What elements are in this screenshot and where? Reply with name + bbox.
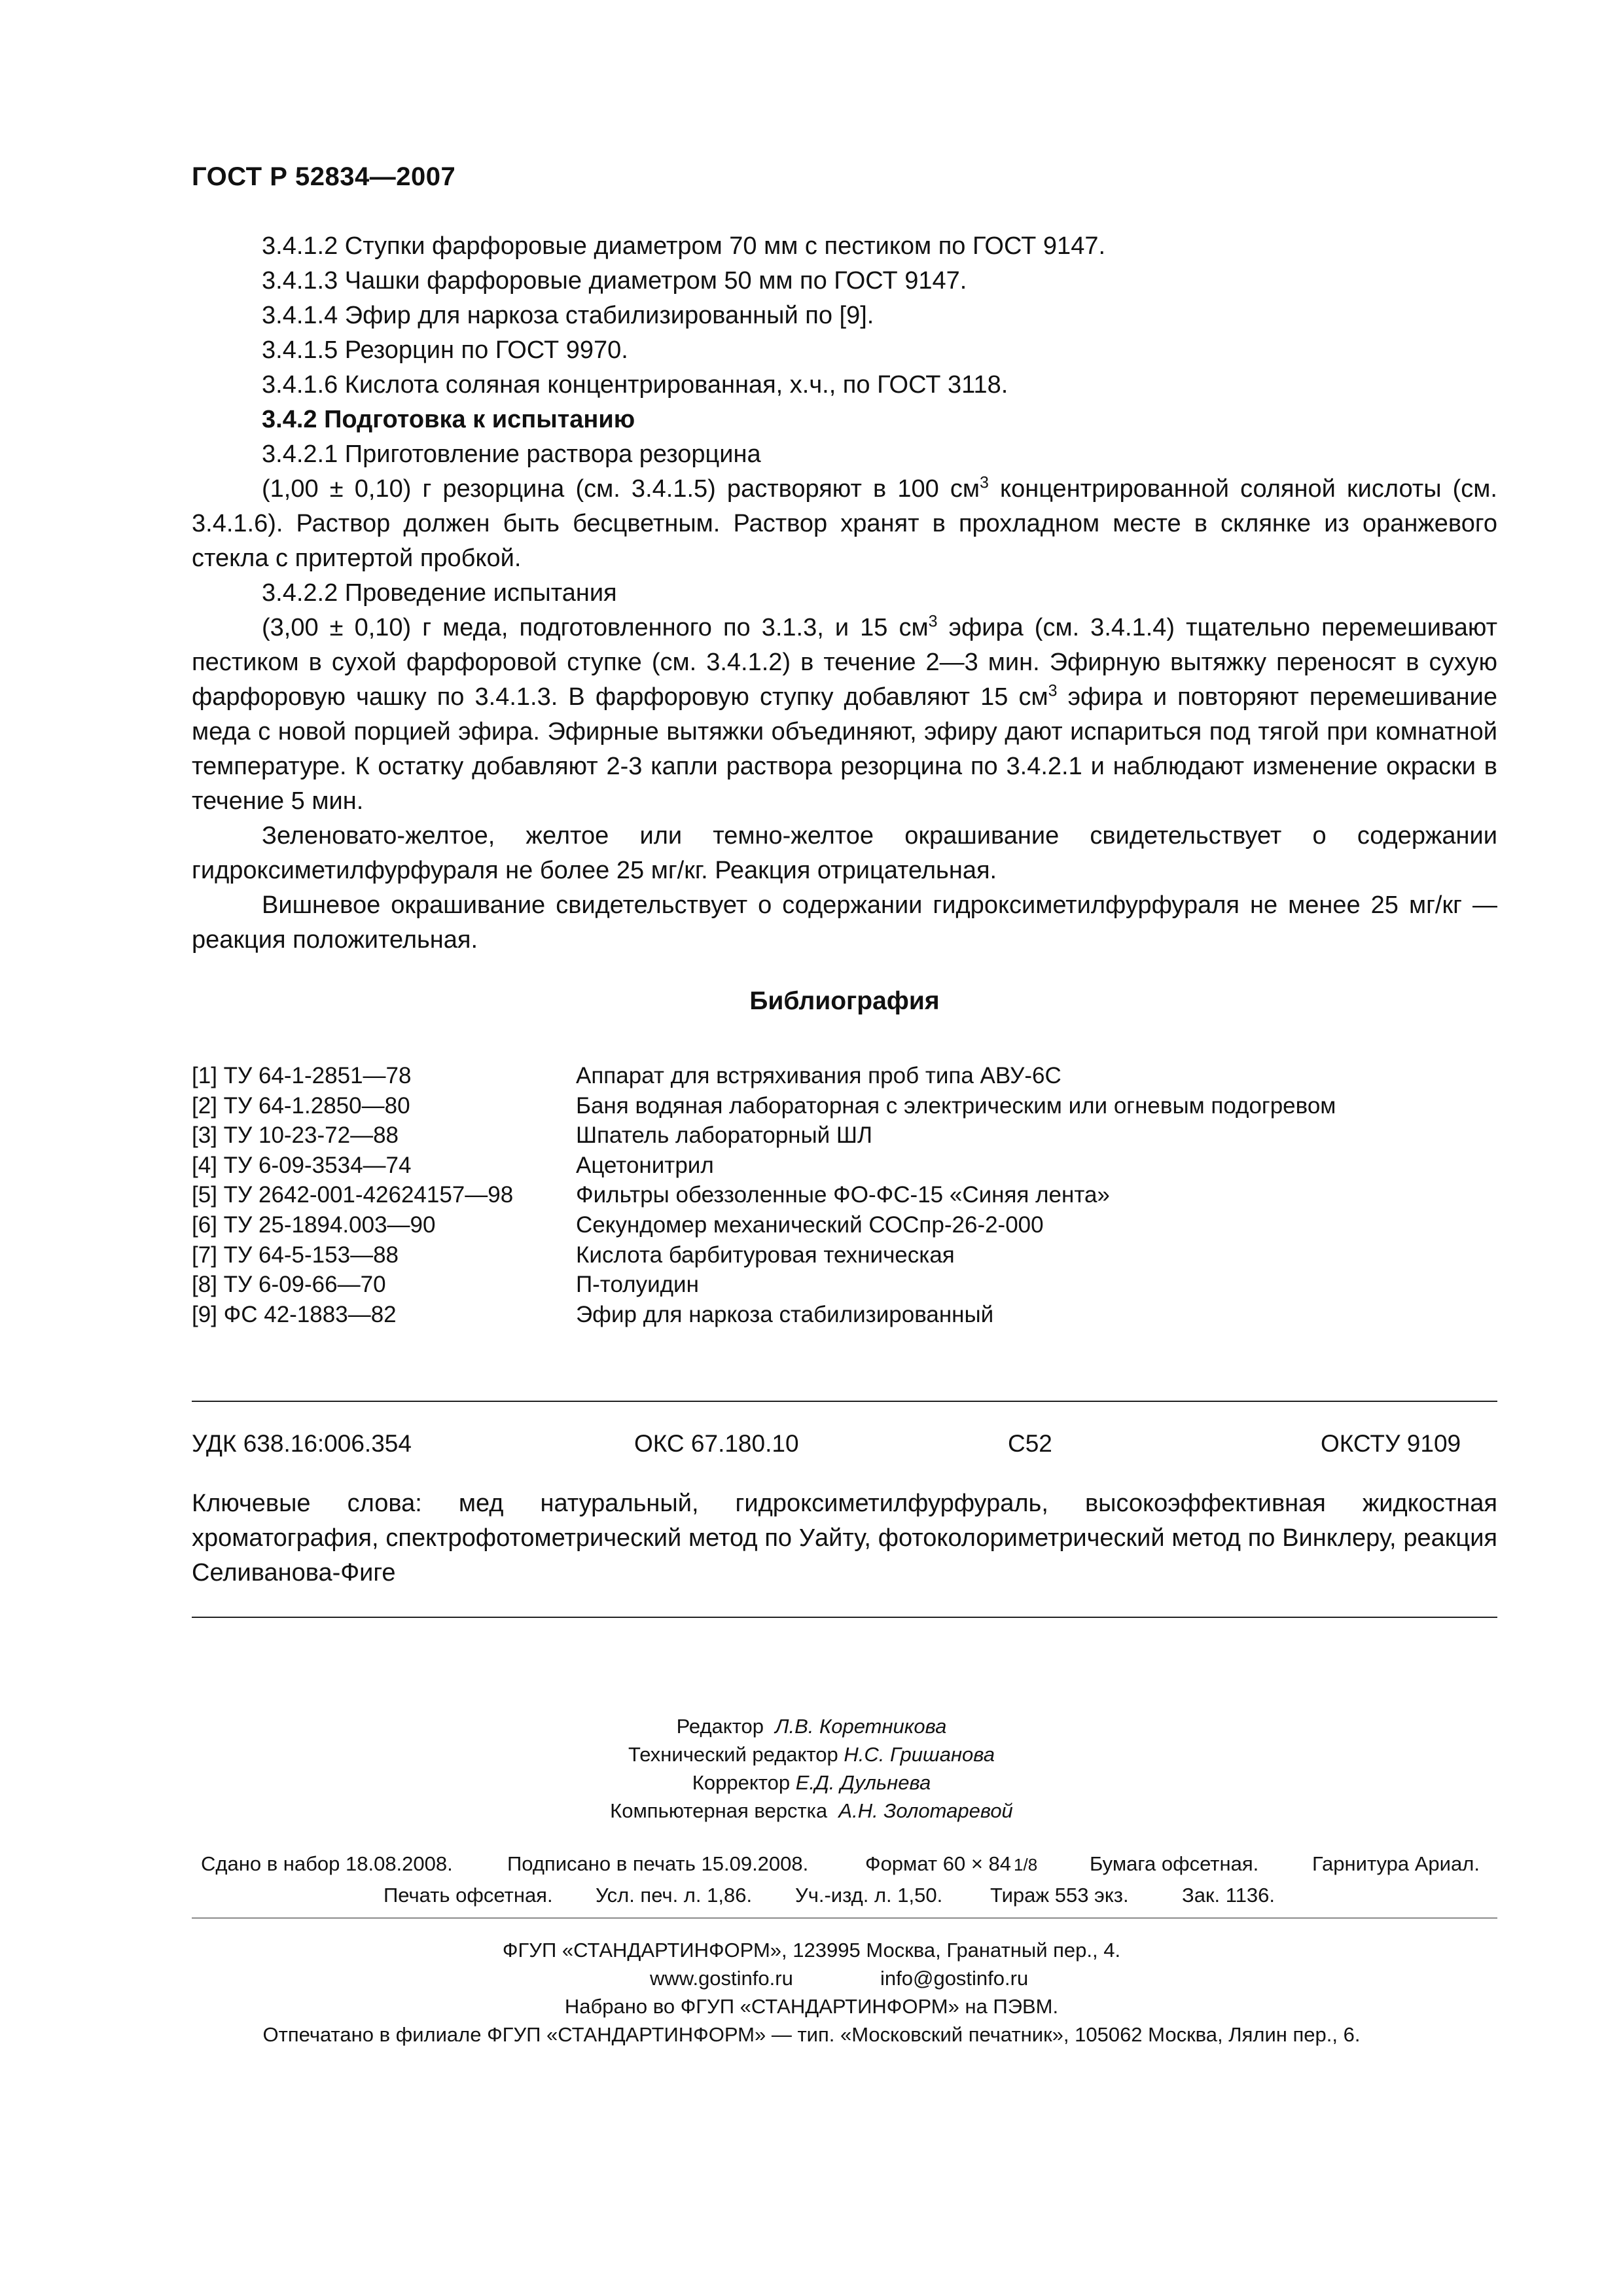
section-heading-3-4-2: 3.4.2 Подготовка к испытанию <box>262 406 635 433</box>
paragraph-test-procedure <box>192 611 1497 819</box>
standard-header: ГОСТ Р 52834—2007 <box>192 162 456 191</box>
bibliography-ref: [3] ТУ 10-23-72—88 <box>192 1122 399 1149</box>
imprint-format <box>865 1852 1037 1876</box>
credit-name: А.Н. Золотаревой <box>838 1799 1013 1822</box>
divider-top <box>192 1401 1497 1402</box>
superscript: 3 <box>928 612 938 631</box>
bibliography-entry <box>192 1300 1501 1330</box>
publisher-typeset: Набрано во ФГУП «СТАНДАРТИНФОРМ» на ПЭВМ. <box>564 1995 1059 2018</box>
imprint-submitted: Сдано в набор 18.08.2008. <box>201 1852 453 1875</box>
superscript: 3 <box>1048 681 1058 700</box>
publisher-email: info@gostinfo.ru <box>880 1967 1029 1990</box>
bibliography-entry <box>192 1240 1501 1270</box>
bibliography-entry <box>192 1210 1501 1240</box>
publisher-printed: Отпечатано в филиале ФГУП «СТАНДАРТИНФОРМ» — тип. «Московский печатник», 105062 Москва, Лялин пер., 6. <box>262 2023 1361 2046</box>
item-3-4-1-6: 3.4.1.6 Кислота соляная концентрированная, х.ч., по ГОСТ 3118. <box>262 371 1008 399</box>
bibliography-ref: [1] ТУ 64-1-2851—78 <box>192 1063 412 1088</box>
item-3-4-1-2: 3.4.1.2 Ступки фарфоровые диаметром 70 мм с пестиком по ГОСТ 9147. <box>262 232 1106 260</box>
imprint-print: Печать офсетная. <box>383 1884 553 1907</box>
credit-editor <box>0 1715 1623 1738</box>
superscript: 3 <box>980 473 989 492</box>
text-run: эфира (см. 3.4.1.4) тщательно перемешивают пестиком в сухой фарфоровой ступке (см. 3.4.1.2) в течение 2—3 мин. Эфирную вытяжку переносят в сухую фарфоровую чашку по 3.4.1.3. В фарфоровую ступку добавляют 15 см <box>192 614 1497 711</box>
bibliography-ref: [5] ТУ 2642-001-42624157—98 <box>192 1182 514 1208</box>
bibliography-desc: Ацетонитрил <box>576 1152 714 1178</box>
text-run: концентрированной соляной кислоты (см. 3.4.1.6). Раствор должен быть бесцветным. Раствор хранят в прохладном месте в склянке из оранжевого стекла с притертой пробкой. <box>192 475 1497 572</box>
credit-label: Компьютерная верстка <box>610 1799 828 1822</box>
bibliography-desc: Кислота барбитуровая техническая <box>576 1242 955 1268</box>
group-code: С52 <box>1008 1430 1052 1457</box>
credit-label: Корректор <box>692 1771 791 1794</box>
credit-label: Редактор <box>676 1715 764 1738</box>
bibliography-entry <box>192 1121 1501 1151</box>
publisher-website: www.gostinfo.ru <box>650 1967 793 1990</box>
credit-name: Н.С. Гришанова <box>844 1743 995 1766</box>
bibliography-ref: [4] ТУ 6-09-3534—74 <box>192 1152 412 1178</box>
imprint-order: Зак. 1136. <box>1182 1884 1275 1907</box>
paragraph-positive-reaction: Вишневое окрашивание свидетельствует о содержании гидроксиметилфурфураля не менее 25 мг/кг — реакция положительная. <box>192 891 1497 954</box>
bibliography-desc: Аппарат для встряхивания проб типа АВУ-6С <box>576 1063 1061 1088</box>
keywords: Ключевые слова: мед натуральный, гидроксиметилфурфураль, высокоэффективная жидкостная хроматография, спектрофотометрический метод по Уайту, фотоколориметрический метод по Винклеру, реакция Селиванова-Фиге <box>192 1490 1497 1587</box>
okstu-code: ОКСТУ 9109 <box>1321 1430 1461 1457</box>
credit-name: Е.Д. Дульнева <box>795 1771 931 1794</box>
publisher-address: ФГУП «СТАНДАРТИНФОРМ», 123995 Москва, Гранатный пер., 4. <box>502 1939 1121 1962</box>
bibliography-desc: Шпатель лабораторный ШЛ <box>576 1122 872 1149</box>
bibliography-entry <box>192 1270 1501 1300</box>
text-run: (1,00 ± 0,10) г резорцина (см. 3.4.1.5) растворяют в 100 см <box>262 475 980 503</box>
bibliography-ref: [6] ТУ 25-1894.003—90 <box>192 1211 436 1238</box>
bibliography-title: Библиография <box>749 987 940 1015</box>
format-label: Формат 60 × 84 <box>865 1852 1012 1875</box>
bibliography-desc: Фильтры обеззоленные ФО-ФС-15 «Синяя лента» <box>576 1182 1110 1208</box>
imprint-run: Тираж 553 экз. <box>990 1884 1129 1907</box>
text-run: эфира и повторяют перемешивание меда с новой порцией эфира. Эфирные вытяжки объединяют, эфиру дают испариться под тягой при комнатной температуре. К остатку добавляют 2-3 капли раствора резорцина по 3.4.2.1 и наблюдают изменение окраски в течение 5 мин. <box>192 683 1498 815</box>
item-3-4-1-4: 3.4.1.4 Эфир для наркоза стабилизированный по [9]. <box>262 302 874 329</box>
paragraph-negative-reaction: Зеленовато-желтое, желтое или темно-желтое окрашивание свидетельствует о содержании гидроксиметилфурфураля не более 25 мг/кг. Реакция отрицательная. <box>192 822 1497 884</box>
bibliography-entry <box>192 1151 1501 1181</box>
bibliography-entry <box>192 1061 1501 1091</box>
subsection-title-3-4-2-2: 3.4.2.2 Проведение испытания <box>262 579 617 607</box>
bibliography-desc: П-толуидин <box>576 1272 699 1298</box>
text-run: (3,00 ± 0,10) г меда, подготовленного по 3.1.3, и 15 см <box>262 614 929 641</box>
udk-code: УДК 638.16:006.354 <box>192 1430 412 1457</box>
bibliography-desc: Секундомер механический СОСпр-26-2-000 <box>576 1211 1044 1238</box>
body-text <box>192 229 1497 958</box>
paragraph-resorcinol-solution <box>192 472 1497 576</box>
imprint-typeface: Гарнитура Ариал. <box>1312 1852 1480 1875</box>
bibliography-desc: Баня водяная лабораторная с электрическим или огневым подогревом <box>576 1092 1336 1119</box>
item-3-4-1-3: 3.4.1.3 Чашки фарфоровые диаметром 50 мм по ГОСТ 9147. <box>262 267 967 295</box>
subsection-title-3-4-2-1: 3.4.2.1 Приготовление раствора резорцина <box>262 440 761 468</box>
bibliography-ref: [7] ТУ 64-5-153—88 <box>192 1242 399 1268</box>
bibliography-ref: [8] ТУ 6-09-66—70 <box>192 1272 386 1298</box>
item-3-4-1-5: 3.4.1.5 Резорцин по ГОСТ 9970. <box>262 336 628 364</box>
credit-layout <box>0 1799 1623 1823</box>
credit-tech-editor <box>0 1743 1623 1767</box>
oks-code: ОКС 67.180.10 <box>634 1430 799 1457</box>
bibliography-entry <box>192 1091 1501 1121</box>
bibliography-ref: [2] ТУ 64-1.2850—80 <box>192 1092 410 1119</box>
credit-corrector <box>0 1771 1623 1795</box>
bibliography-ref: [9] ФС 42-1883—82 <box>192 1301 397 1327</box>
credit-name: Л.В. Коретникова <box>775 1715 947 1738</box>
bibliography-entry <box>192 1180 1501 1210</box>
bibliography-list <box>192 1061 1501 1329</box>
imprint-paper: Бумага офсетная. <box>1090 1852 1259 1875</box>
imprint-sheets: Усл. печ. л. 1,86. <box>596 1884 753 1907</box>
imprint-signed: Подписано в печать 15.09.2008. <box>507 1852 809 1875</box>
divider-bottom <box>192 1617 1497 1618</box>
bibliography-desc: Эфир для наркоза стабилизированный <box>576 1301 994 1327</box>
format-fraction: 1/8 <box>1014 1855 1038 1875</box>
credit-label: Технический редактор <box>628 1743 838 1766</box>
imprint-pub-sheets: Уч.-изд. л. 1,50. <box>795 1884 943 1907</box>
